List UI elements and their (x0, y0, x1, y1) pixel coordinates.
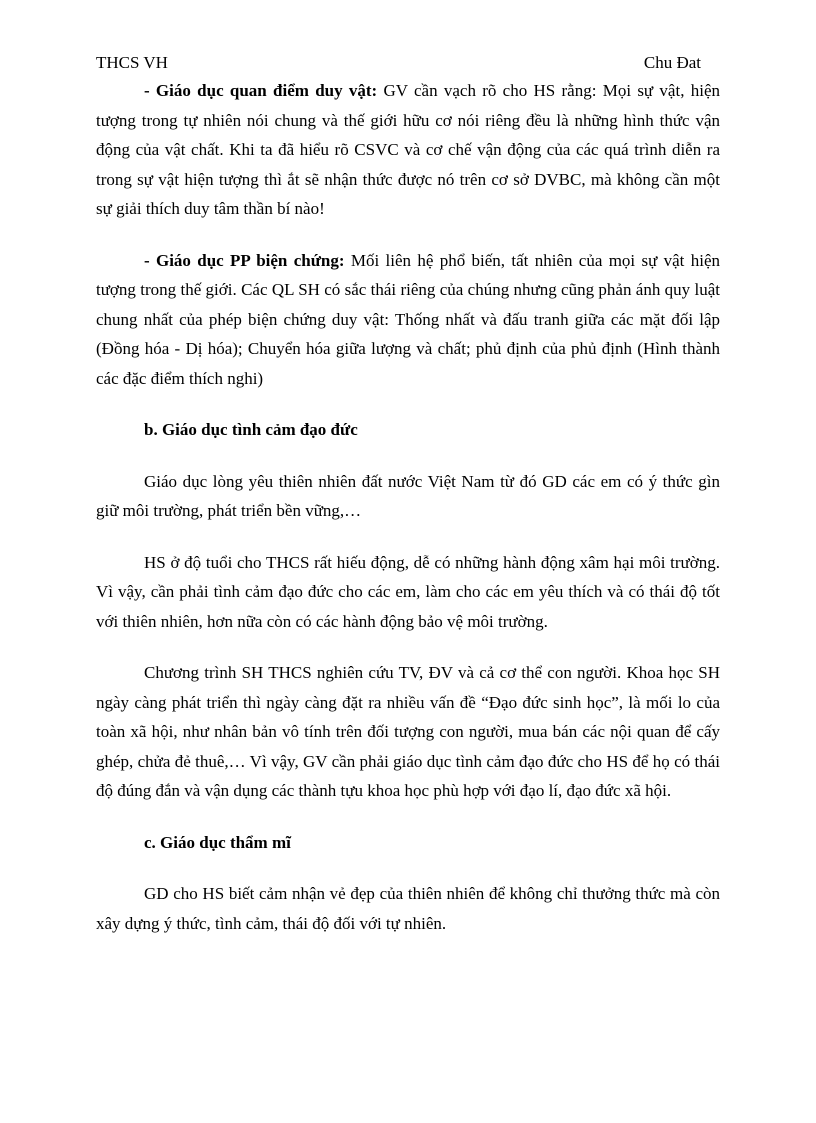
paragraph-bioethics: Chương trình SH THCS nghiên cứu TV, ĐV và cả cơ thể con người. Khoa học SH ngày càng phát triển thì ngày càng đặt ra nhiều vấn đề “Đạo đức sinh học”, là mối lo của toàn xã hội, như nhân bản vô tính trên đối tượng con người, mua bán các nội quan để cấy ghép, chửa đẻ thuê,… Vì vậy, GV cần phải giáo dục tình cảm đạo đức cho HS để họ có thái độ đúng đắn và vận dụng các thành tựu khoa học phù hợp với đạo lí, đạo đức xã hội. (96, 663, 720, 800)
paragraph-dialectics (96, 246, 720, 394)
paragraph-dialectics-text: Mối liên hệ phổ biến, tất nhiên của mọi sự vật hiện tượng trong thế giới. Các QL SH có sắc thái riêng của chúng nhưng cũng phản ánh quy luật chung nhất của phép biện chứng duy vật: Thống nhất và đấu tranh giữa các mặt đối lập (Đồng hóa - Dị hóa); Chuyển hóa giữa lượng và chất; phủ định của phủ định (Hình thành các đặc điểm thích nghi) (96, 250, 721, 388)
paragraph-nature-love: Giáo dục lòng yêu thiên nhiên đất nước Việt Nam từ đó GD các em có ý thức gìn giữ môi trường, phát triển bền vững,… (96, 471, 720, 520)
page-header (96, 50, 720, 76)
heading-aesthetic-education: c. Giáo dục thẩm mĩ (144, 832, 291, 852)
paragraph-dialectics-title: - Giáo dục PP biện chứng: (144, 250, 345, 270)
document-body (96, 76, 720, 938)
heading-moral-education: b. Giáo dục tình cảm đạo đức (144, 420, 358, 439)
paragraph-aesthetics: GD cho HS biết cảm nhận vẻ đẹp của thiên nhiên để không chỉ thưởng thức mà còn xây dựng ý thức, tình cảm, thái độ đối với tự nhiên. (96, 884, 720, 933)
paragraph-student-behavior: HS ở độ tuổi cho THCS rất hiếu động, dễ có những hành động xâm hại môi trường. Vì vậy, cần phải tình cảm đạo đức cho các em, làm cho các em yêu thích và có thái độ tốt với thiên nhiên, hơn nữa còn có các hành động bảo vệ môi trường. (96, 552, 720, 631)
document-page (96, 50, 720, 938)
paragraph-materialism-title: - Giáo dục quan điểm duy vật: (144, 81, 378, 100)
header-author: Chu Đat (643, 53, 701, 72)
paragraph-materialism (96, 76, 720, 224)
paragraph-materialism-text: GV cần vạch rõ cho HS rằng: Mọi sự vật, hiện tượng trong tự nhiên nói chung và thế giới hữu cơ nói riêng đều là những hình thức vận động của vật chất. Khi ta đã hiểu rõ CSVC và cơ chế vận động của các quá trình diễn ra trong sự vật hiện tượng thì ắt sẽ nhận thức được nó trên cơ sở DVBC, mà không cần một sự giải thích duy tâm thần bí nào! (96, 81, 720, 218)
header-school: THCS VH (96, 53, 168, 72)
